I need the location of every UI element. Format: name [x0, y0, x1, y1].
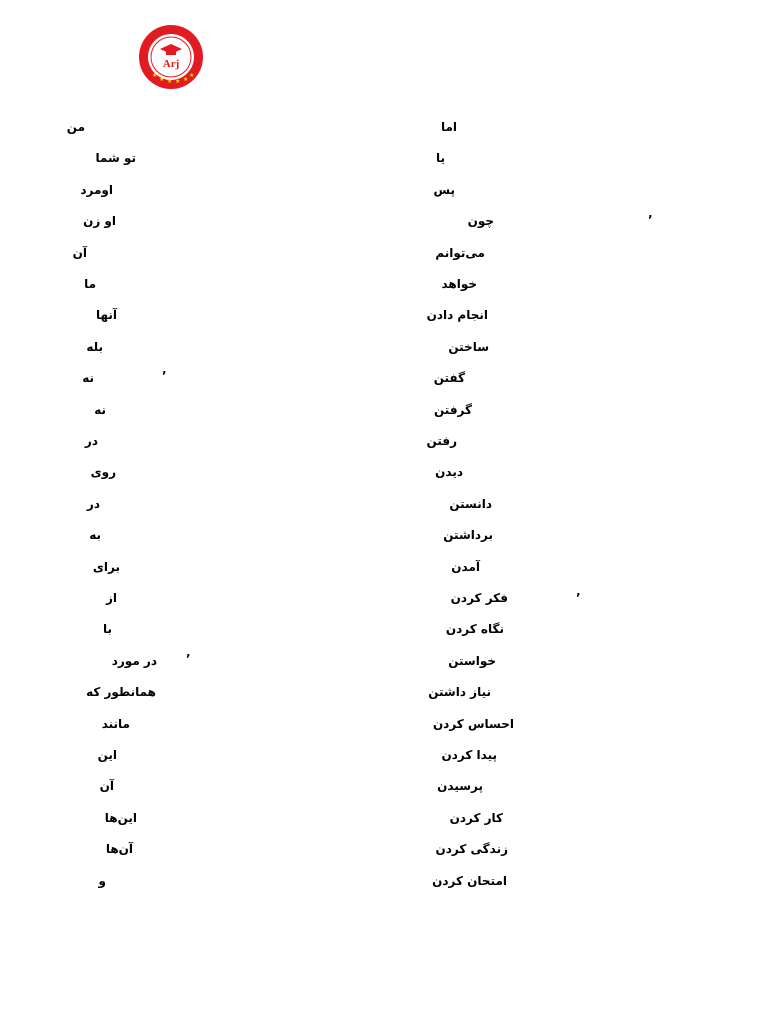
- right-word: می‌توانم: [435, 246, 485, 260]
- right-word: رفتن: [426, 434, 457, 448]
- comma-mark: ’: [186, 652, 191, 666]
- right-word: پیدا کردن: [441, 748, 497, 762]
- left-word: و: [98, 874, 106, 888]
- left-word: آن‌ها: [105, 842, 133, 856]
- right-word: دانستن: [449, 497, 492, 511]
- left-word: او زن: [83, 214, 116, 228]
- right-word: دیدن: [435, 465, 463, 479]
- left-word: روی: [90, 465, 116, 479]
- right-word: چون: [467, 214, 494, 228]
- right-word: امتحان کردن: [432, 874, 507, 888]
- left-word: اومرد: [80, 183, 113, 197]
- left-word: در مورد: [111, 654, 157, 668]
- left-word: در: [84, 434, 98, 448]
- left-word: آنها: [95, 308, 117, 322]
- left-word: برای: [92, 560, 120, 574]
- right-word: کار کردن: [449, 811, 503, 825]
- right-word: خواستن: [448, 654, 496, 668]
- logo-text: Arj: [162, 58, 180, 70]
- svg-text:★: ★: [183, 76, 189, 83]
- right-word: یا: [435, 151, 445, 165]
- left-word: آن: [72, 246, 87, 260]
- left-word: به: [89, 528, 101, 542]
- right-word: پرسیدن: [437, 779, 483, 793]
- left-word: این‌ها: [104, 811, 137, 825]
- left-word: من: [66, 120, 85, 134]
- right-word: آمدن: [451, 560, 480, 574]
- left-word: نه: [94, 403, 106, 417]
- svg-text:★: ★: [152, 72, 158, 79]
- comma-mark: ’: [648, 213, 653, 227]
- left-word: آن: [99, 779, 114, 793]
- academy-logo: [138, 24, 204, 90]
- left-word: ما: [84, 277, 96, 291]
- left-word: این: [97, 748, 117, 762]
- left-word: مانند: [101, 717, 130, 731]
- right-word: انجام دادن: [426, 308, 488, 322]
- left-word: بله: [86, 340, 103, 354]
- svg-text:★: ★: [167, 78, 173, 85]
- right-word: زندگی کردن: [435, 842, 508, 856]
- left-word: با: [102, 622, 112, 636]
- right-word: پس: [433, 183, 455, 197]
- right-word: خواهد: [441, 277, 477, 291]
- right-word: احساس کردن: [432, 717, 514, 731]
- left-word: در: [86, 497, 100, 511]
- right-word: نگاه کردن: [445, 622, 504, 636]
- right-word: نیاز داشتن: [428, 685, 491, 699]
- svg-text:★: ★: [159, 76, 165, 83]
- right-word: فکر کردن: [450, 591, 508, 605]
- comma-mark: ’: [576, 591, 581, 605]
- right-word: ساختن: [448, 340, 489, 354]
- comma-mark: ’: [162, 369, 167, 383]
- svg-text:★: ★: [189, 72, 195, 79]
- svg-text:★: ★: [175, 78, 181, 85]
- right-word: اما: [440, 120, 457, 134]
- right-word: گرفتن: [434, 403, 472, 417]
- left-word: تو شما: [95, 151, 136, 165]
- left-word: همانطور که: [86, 685, 156, 699]
- left-word: از: [105, 591, 117, 605]
- left-word: نه: [82, 371, 94, 385]
- right-word: گفتن: [433, 371, 465, 385]
- right-word: برداشتن: [443, 528, 493, 542]
